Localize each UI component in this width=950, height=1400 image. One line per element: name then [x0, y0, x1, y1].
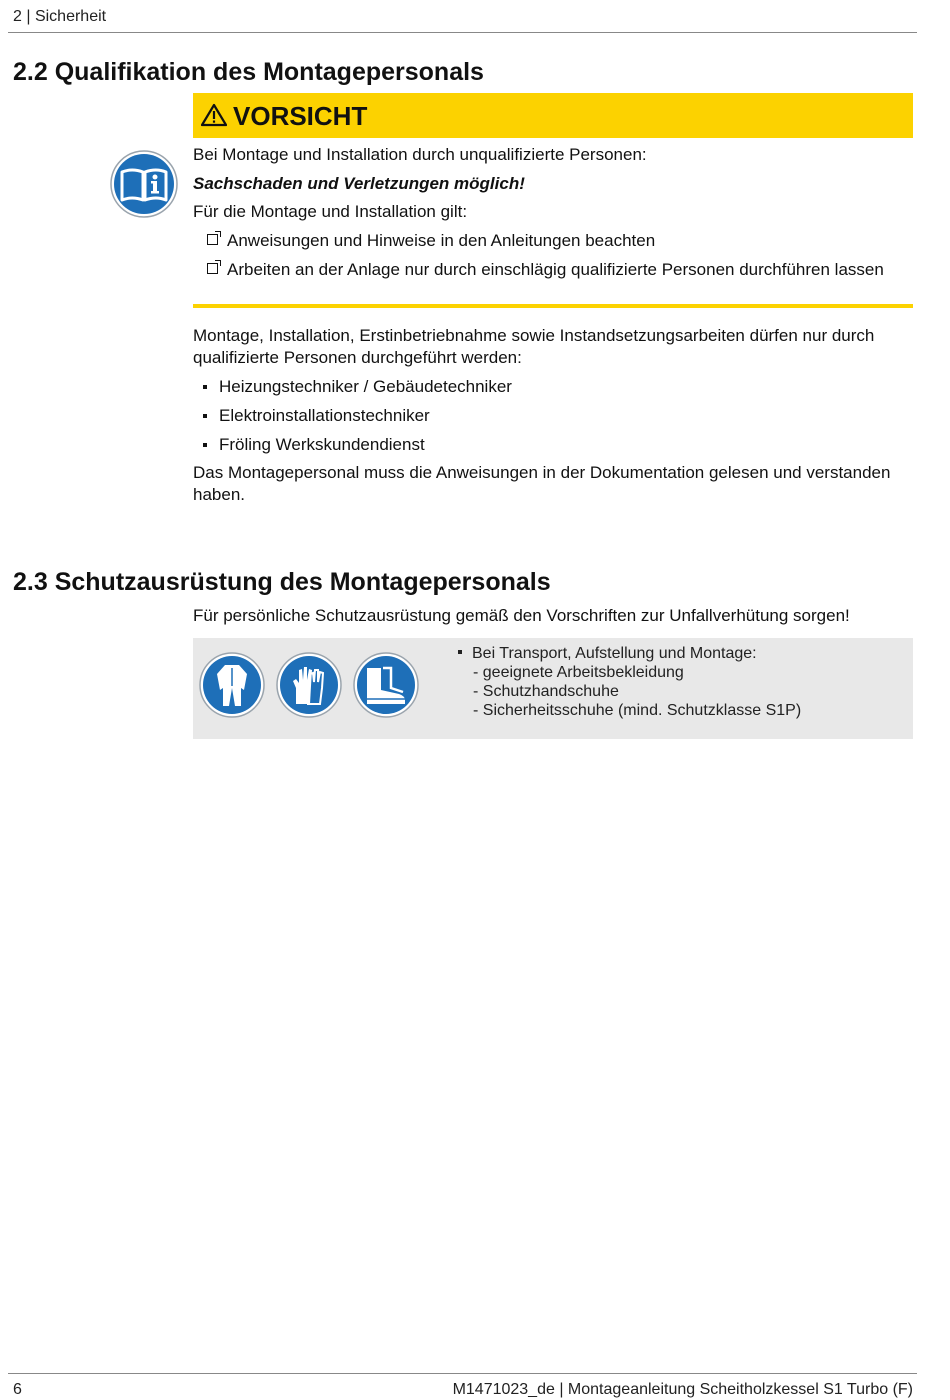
caution-banner	[193, 93, 913, 138]
safety-boots-icon	[353, 652, 419, 718]
caution-bottom-rule	[193, 304, 913, 308]
caution-consequence: Sachschaden und Verletzungen möglich!	[193, 174, 525, 193]
list-item: - Schutzhandschuhe	[473, 683, 619, 700]
document-reference: M1471023_de | Montageanleitung Scheitholzkessel S1 Turbo (F)	[452, 1381, 913, 1398]
running-header: 2 | Sicherheit	[13, 8, 107, 25]
caution-line-1: Bei Montage und Installation durch unqualifizierte Personen:	[193, 145, 647, 164]
protective-clothing-icon	[199, 652, 265, 718]
gloves-icon	[276, 652, 342, 718]
bullet-icon	[203, 414, 207, 418]
ppe-heading: Bei Transport, Aufstellung und Montage:	[472, 645, 757, 662]
bullet-icon	[203, 443, 207, 447]
section-title-2-2: 2.2 Qualifikation des Montagepersonals	[13, 58, 484, 86]
ppe-instructions	[458, 644, 801, 720]
ppe-panel	[193, 638, 913, 739]
bullet-icon	[458, 650, 462, 654]
footer-divider	[8, 1373, 917, 1374]
header-divider	[8, 32, 917, 33]
checkbox-icon	[207, 234, 218, 245]
caution-label: VORSICHT	[233, 101, 368, 131]
read-manual-icon	[110, 150, 178, 218]
ppe-intro: Für persönliche Schutzausrüstung gemäß den Vorschriften zur Unfallverhütung sorgen!	[193, 606, 850, 625]
page-number: 6	[13, 1381, 22, 1398]
bullet-icon	[203, 385, 207, 389]
warning-triangle-icon	[201, 103, 227, 127]
list-item: - Sicherheitsschuhe (mind. Schutzklasse S1P)	[473, 702, 802, 719]
caution-line-3: Für die Montage und Installation gilt:	[193, 202, 468, 221]
list-item: - geeignete Arbeitsbekleidung	[473, 664, 684, 681]
closing-paragraph: Das Montagepersonal muss die Anweisungen in der Dokumentation gelesen und verstanden haben.	[193, 463, 891, 504]
checkbox-icon	[207, 263, 218, 274]
intro-paragraph: Montage, Installation, Erstinbetriebnahme sowie Instandsetzungsarbeiten dürfen nur durch qualifizierte Personen durchgeführt werden:	[193, 326, 875, 367]
section-title-2-3: 2.3 Schutzausrüstung des Montagepersonals	[13, 568, 551, 596]
